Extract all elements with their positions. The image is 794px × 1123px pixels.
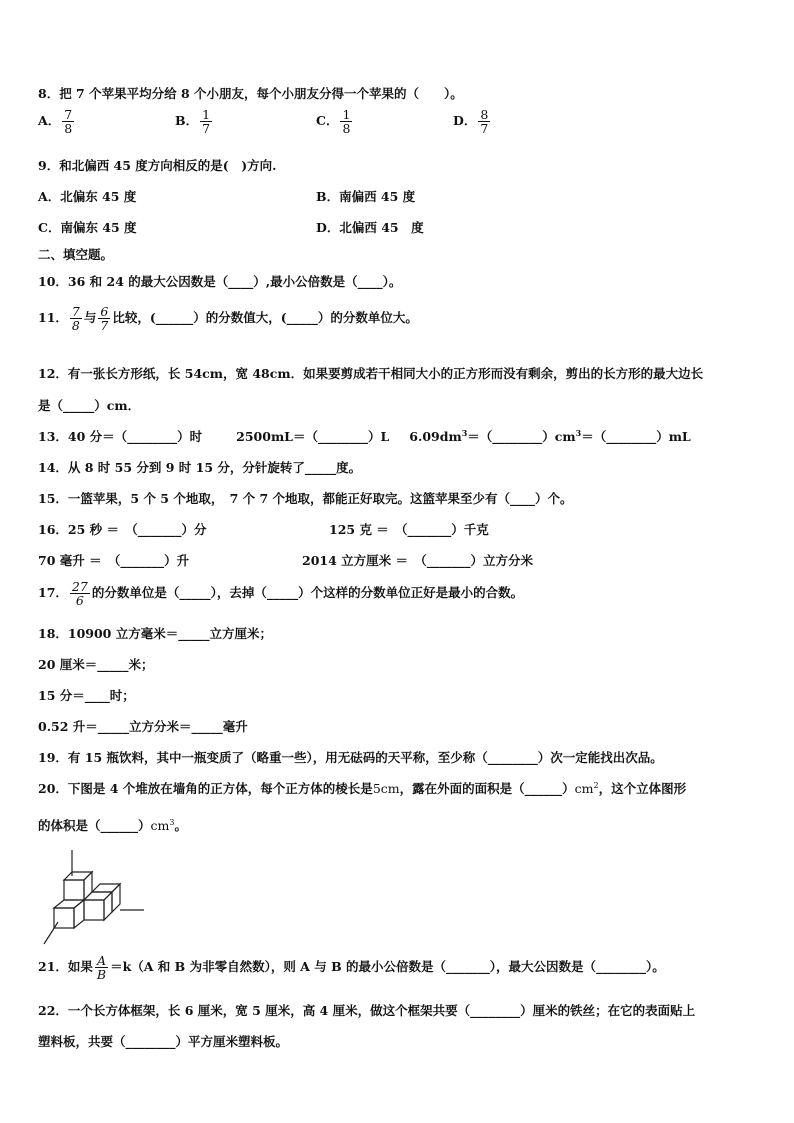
question-20-line-1: 20．下图是 4 个堆放在墙角的正方体，每个正方体的棱长是5cm，露在外面的面积是$(\_\_\_\_\_\_)cm^2$，这个立体图形 [38, 780, 687, 796]
section-heading: 二、填空题。 [38, 247, 114, 262]
question-20-line-2: 的体积是$(\_\_\_\_\_\_)cm^3$。 [38, 817, 187, 833]
q9-option-c: C．南偏东 45 度 [38, 220, 137, 235]
question-10: 10．36 和 24 的最大公因数是（____）,最小公倍数是（____）。 [38, 274, 402, 289]
question-22-line-2: 塑料板，共要（________）平方厘米塑料板。 [38, 1034, 289, 1049]
question-15: 15．一篮苹果，5 个 5 个地取， 7 个 7 个地取，都能正好取完。这篮苹果至少有（____）个。 [38, 491, 573, 506]
question-12-line-1: 12．有一张长方形纸，长 54cm，宽 48cm．如果要剪成若干相同大小的正方形而没有剩余，剪出的长方形的最大边长 [38, 366, 704, 381]
q9-option-b: B．南偏西 45 度 [316, 189, 416, 204]
question-9: 9．和北偏西 45 度方向相反的是( )方向. [38, 158, 277, 173]
question-8: 8．把 7 个苹果平均分给 8 个小朋友，每个小朋友分得一个苹果的（ ）。 [38, 86, 463, 101]
question-17: 17． $\frac{27}{6}$ 的分数单位是（_____），去掉（_____）个这样的分数单位正好是最小的合数。 [38, 579, 524, 609]
q8-option-c: C． $\frac{1}{8}$ [316, 107, 351, 137]
question-14: 14．从 8 时 55 分到 9 时 15 分，分针旋转了_____度。 [38, 460, 362, 475]
question-11: 11． $\frac{7}{8}$ 与 $\frac{6}{7}$ 比较，(______）的分数值大，(_____）的分数单位大。 [38, 304, 418, 334]
question-16-a: 16．25 秒 ＝ （_______）分 [38, 522, 207, 537]
question-16-d: 2014 立方厘米 ＝ （_______）立方分米 [302, 553, 533, 568]
question-16-c: 70 毫升 ＝ （_______）升 [38, 553, 190, 568]
q9-option-a: A．北偏东 45 度 [38, 189, 137, 204]
question-18-line-3: 15 分＝____时； [38, 688, 135, 703]
question-13: 13．40 分＝（________）时 2500mL＝（________）L $6.09dm^3=(\_\_\_\_\_\_\_\_)cm^3=(\_\_\_\_\_\_\_\_)mL$ [38, 427, 691, 444]
question-12-line-2: 是（_____）cm． [38, 398, 141, 413]
question-18-line-4: 0.52 升＝_____立方分米＝_____毫升 [38, 719, 248, 734]
q9-option-d: D．北偏西 45 度 [316, 220, 424, 235]
question-19: 19．有 15 瓶饮料，其中一瓶变质了（略重一些），用无砝码的天平称，至少称（________）次一定能找出次品。 [38, 750, 663, 765]
cube-stack-figure [40, 848, 148, 948]
q8-option-d: D． $\frac{8}{7}$ [453, 107, 489, 137]
question-22-line-1: 22．一个长方体框架，长 6 厘米，宽 5 厘米，高 4 厘米，做这个框架共要（________）厘米的铁丝；在它的表面贴上 [38, 1003, 696, 1018]
q8-option-a: A． $\frac{7}{8}$ [38, 107, 73, 137]
question-18-line-2: 20 厘米＝_____米； [38, 657, 154, 672]
question-18-line-1: 18．10900 立方毫米＝_____立方厘米； [38, 626, 272, 641]
q8-option-b: B． $\frac{1}{7}$ [175, 107, 211, 137]
question-16-b: 125 克 ＝ （_______）千克 [329, 522, 489, 537]
question-21: 21．如果 $\frac{A}{B}$ ＝k（A 和 B 为非零自然数），则 A 与 B 的最小公倍数是（_______），最大公因数是（________）。 [38, 953, 665, 983]
